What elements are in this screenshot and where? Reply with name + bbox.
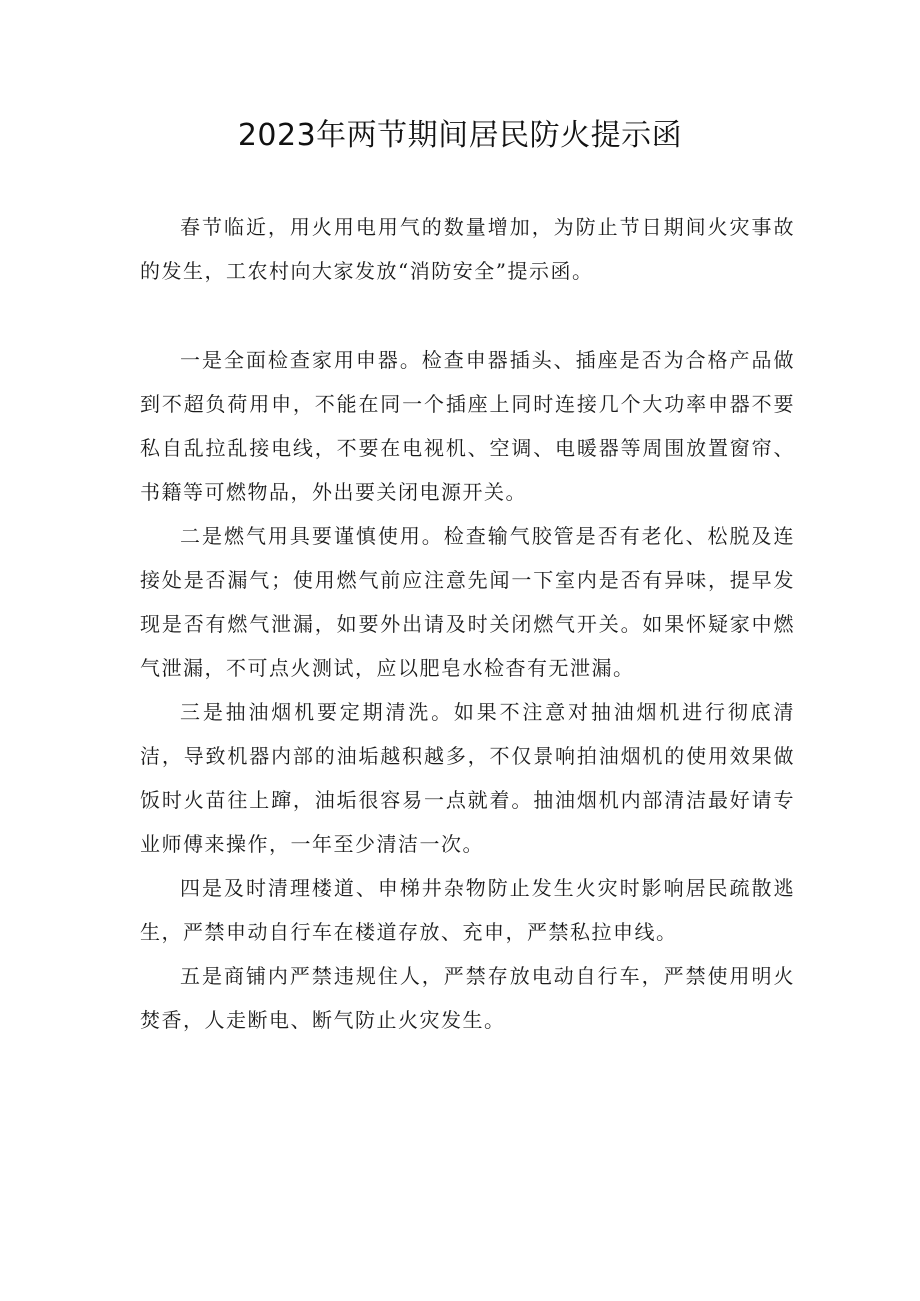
- document-title: 2023年两节期间居民防火提示函: [237, 118, 683, 153]
- intro-section: [140, 205, 795, 293]
- item-paragraph-5: 五是商铺内严禁违规住人，严禁存放电动自行车，严禁使用明火焚香，人走断电、断气防止火灾发生。: [140, 964, 795, 1032]
- item-paragraph-2: 二是燃气用具要谨慎使用。检查输气胶管是否有老化、松脱及连接处是否漏气；使用燃气前应注意先闻一下室内是否有异味，提早发现是否有燃气泄漏，如要外出请及时关闭燃气开关。如果怀疑家中燃气泄漏，不可点火测试，应以肥皂水检杳有无泄漏。: [140, 524, 795, 680]
- item-paragraph-3: 三是抽油烟机要定期清洗。如果不注意对抽油烟机进行彻底清洁，导致机器内部的油垢越积越多，不仅景响拍油烟机的使用效果做饭时火苗往上蹿，油垢很容易一点就着。抽油烟机内部清洁最好请专业师傅来操作，一年至少清洁一次。: [140, 700, 795, 856]
- item-paragraph-4: 四是及时清理楼道、申梯井杂物防止发生火灾时影响居民疏散逃生，严禁申动自行车在楼道存放、充申，严禁私拉申线。: [140, 876, 795, 944]
- intro-paragraph: 春节临近，用火用电用气的数量增加，为防止节日期间火灾事故的发生，工农村向大家发放“消防安全”提示函。: [140, 215, 795, 283]
- item-paragraph-1: 一是全面检查家用申器。检查申器插头、插座是否为合格产品做到不超负荷用申，不能在同一个插座上同时连接几个大功率申器不要私自乱拉乱接电线，不要在电视机、空调、电暖器等周围放置窗帘、书籍等可燃物品，外出要关闭电源开关。: [140, 348, 795, 504]
- items-section: [140, 338, 795, 1042]
